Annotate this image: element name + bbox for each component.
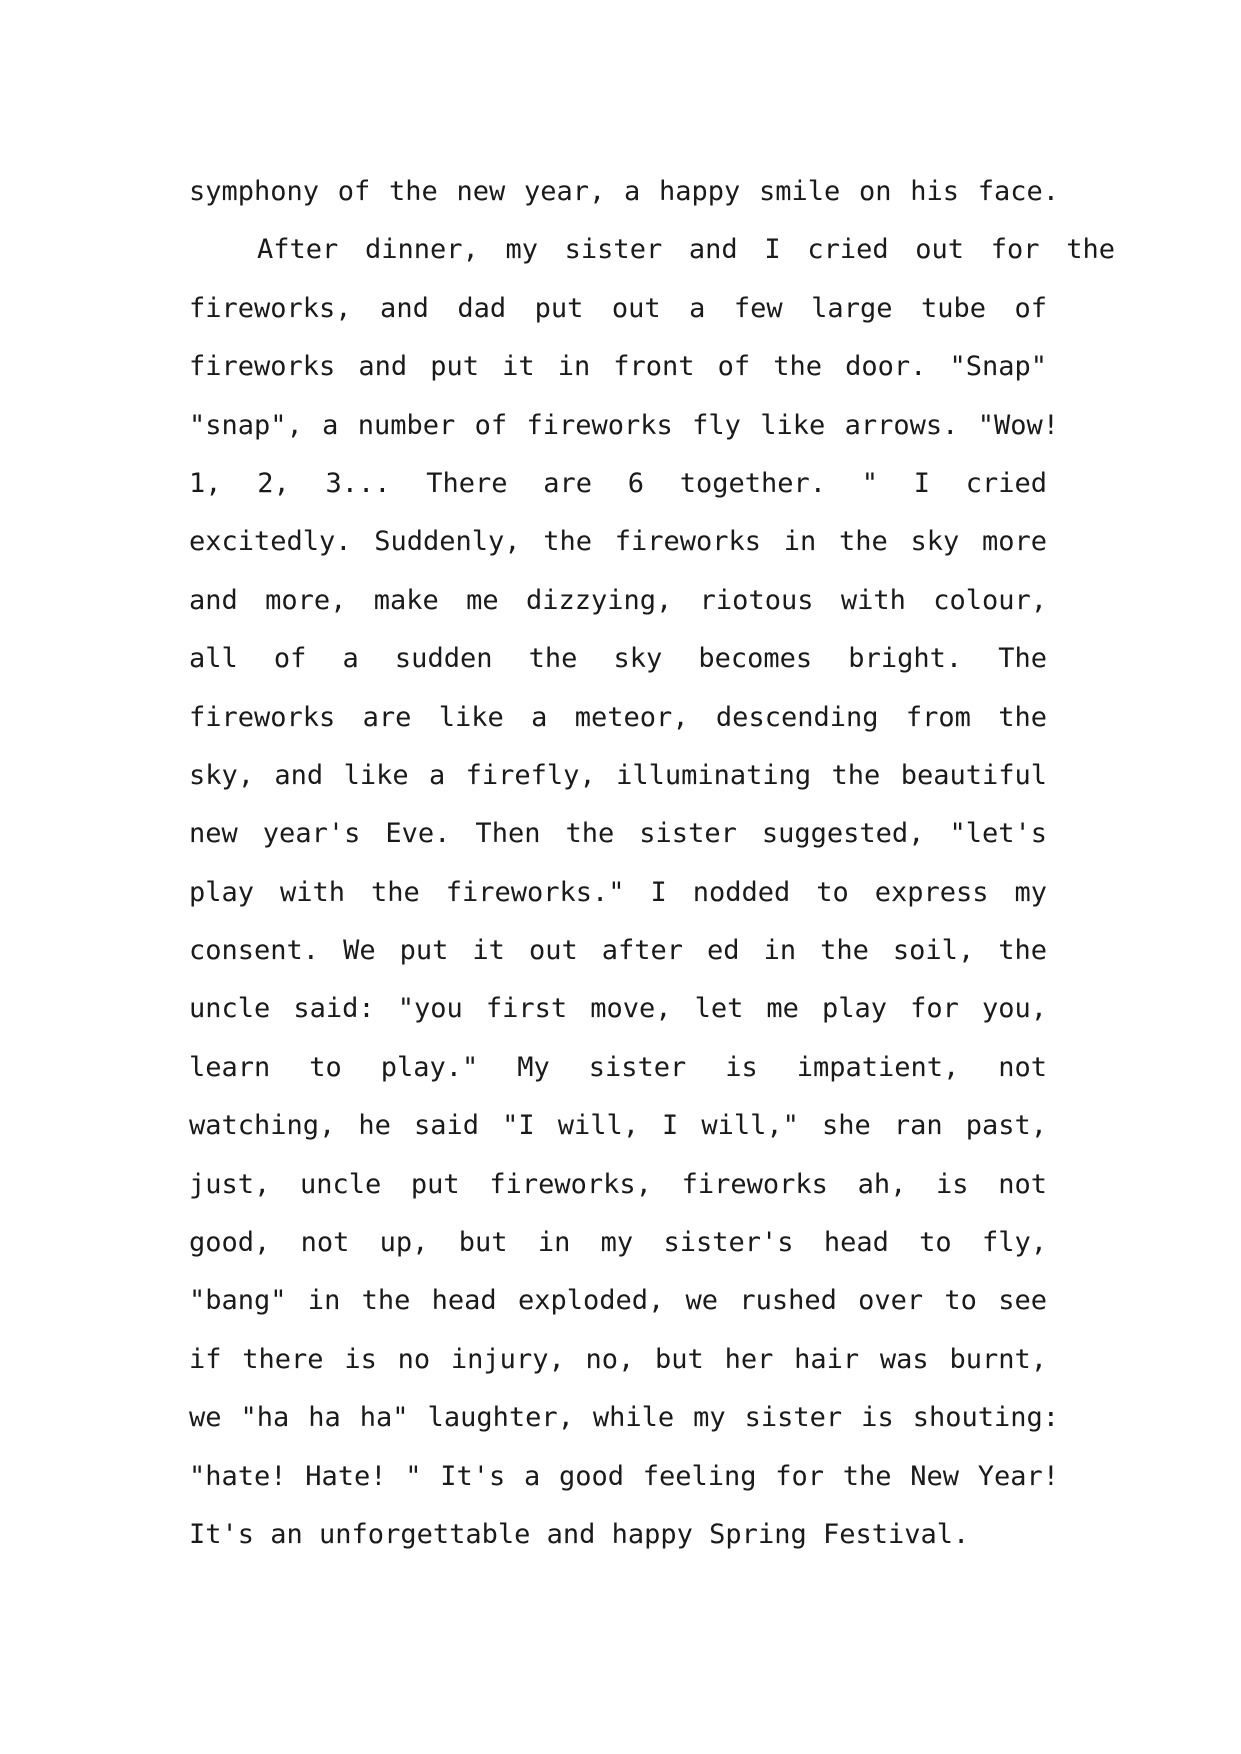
text-line: fireworks are like a meteor, descending from the bbox=[189, 701, 1047, 733]
text-line: learn to play." My sister is impatient, not bbox=[189, 1051, 1047, 1083]
text-line: and more, make me dizzying, riotous with colour, bbox=[189, 584, 1047, 616]
text-line: fireworks, and dad put out a few large tube of bbox=[189, 292, 1047, 324]
text-line: "bang" in the head exploded, we rushed over to see bbox=[189, 1285, 1047, 1317]
text-line: new year's Eve. Then the sister suggested, "let's bbox=[189, 818, 1047, 850]
text-line: if there is no injury, no, but her hair was burnt, bbox=[189, 1343, 1047, 1375]
text-line: all of a sudden the sky becomes bright. The bbox=[189, 643, 1047, 675]
text-line: uncle said: "you first move, let me play for you, bbox=[189, 993, 1047, 1025]
text-line: good, not up, but in my sister's head to fly, bbox=[189, 1227, 1047, 1259]
text-line: fireworks and put it in front of the door. "Snap" bbox=[189, 351, 1047, 383]
text-line: symphony of the new year, a happy smile on his face. bbox=[189, 176, 1059, 207]
text-line: excitedly. Suddenly, the fireworks in the sky more bbox=[189, 526, 1047, 558]
text-line: 1, 2, 3... There are 6 together. " I cried bbox=[189, 467, 1047, 499]
paragraph-last-line: It's an unforgettable and happy Spring Festival. bbox=[189, 1518, 970, 1550]
text-line: consent. We put it out after ed in the soil, the bbox=[189, 935, 1047, 967]
text-line: watching, he said "I will, I will," she ran past, bbox=[189, 1110, 1047, 1142]
text-line: play with the fireworks." I nodded to express my bbox=[189, 876, 1047, 908]
text-line: sky, and like a firefly, illuminating the beautiful bbox=[189, 759, 1047, 791]
body-text bbox=[189, 163, 1115, 1564]
text-line: just, uncle put fireworks, fireworks ah, is not bbox=[189, 1168, 1047, 1200]
text-line: "hate! Hate! " It's a good feeling for the New Year! bbox=[189, 1460, 1059, 1492]
text-line: "snap", a number of fireworks fly like arrows. "Wow! bbox=[189, 409, 1059, 441]
text-line: we "ha ha ha" laughter, while my sister is shouting: bbox=[189, 1402, 1059, 1434]
paragraph-first-line: After dinner, my sister and I cried out for the bbox=[257, 234, 1115, 266]
